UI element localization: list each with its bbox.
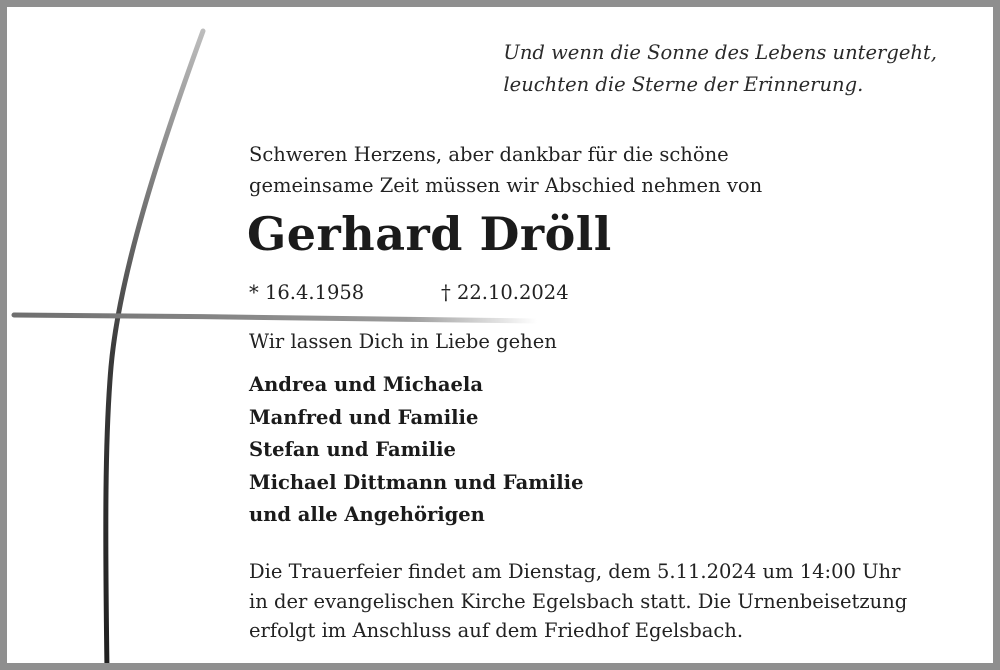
service-line: in der evangelischen Kirche Egelsbach statt. Die Urnenbeisetzung xyxy=(249,589,908,613)
motto-quote xyxy=(503,37,937,101)
cross-vertical-stroke xyxy=(106,31,203,670)
mourner-entry: Michael Dittmann und Familie xyxy=(249,470,584,494)
funeral-service-info xyxy=(249,557,907,646)
cross-horizontal-stroke xyxy=(14,315,537,321)
motto-line: leuchten die Sterne der Erinnerung. xyxy=(503,73,864,96)
motto-line: Und wenn die Sonne des Lebens untergeht, xyxy=(503,41,937,64)
mourner-entry: Stefan und Familie xyxy=(249,438,456,462)
intro-line: gemeinsame Zeit müssen wir Abschied nehmen von xyxy=(249,174,763,197)
intro-text xyxy=(249,139,762,201)
service-line: Die Trauerfeier findet am Dienstag, dem 5.11.2024 um 14:00 Uhr xyxy=(249,560,901,583)
mourners-list xyxy=(249,369,583,532)
deceased-name: Gerhard Dröll xyxy=(247,207,612,261)
death-date: † 22.10.2024 xyxy=(441,281,569,304)
mourner-entry: und alle Angehörigen xyxy=(249,503,485,527)
birth-date: * 16.4.1958 xyxy=(249,281,365,304)
mourner-entry: Andrea und Michaela xyxy=(249,373,483,396)
intro-line: Schweren Herzens, aber dankbar für die schöne xyxy=(249,143,729,166)
mourner-entry: Manfred und Familie xyxy=(249,405,479,429)
service-line: erfolgt im Anschluss auf dem Friedhof Egelsbach. xyxy=(249,619,744,642)
farewell-line: Wir lassen Dich in Liebe gehen xyxy=(249,330,557,353)
